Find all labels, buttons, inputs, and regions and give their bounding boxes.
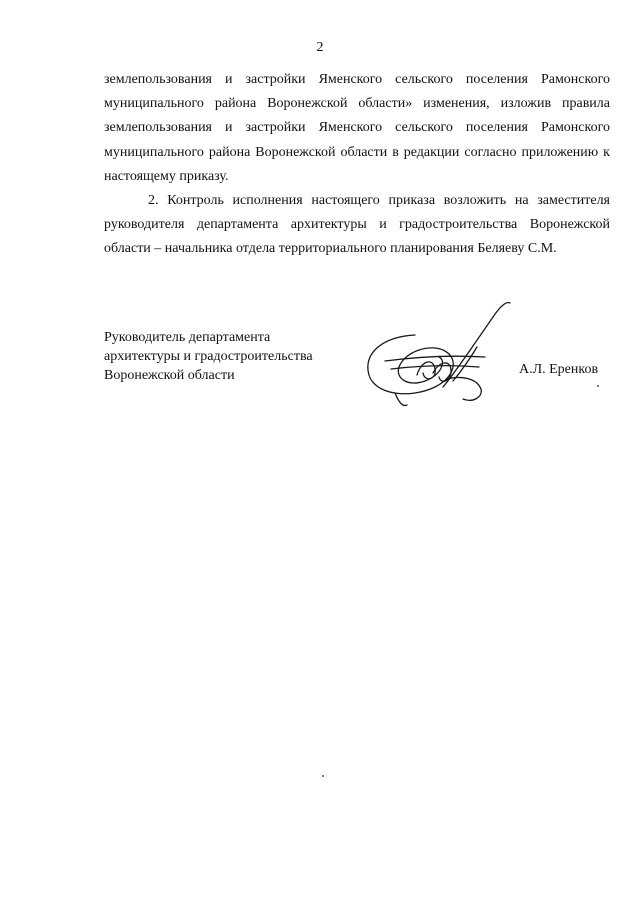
signatory-position <box>104 328 344 385</box>
paragraph-2: 2. Контроль исполнения настоящего приказа возложить на заместителя руководителя департамента архитектуры и градостроительства Воронежской области – начальника отдела территориального планирования Беляеву С.М. <box>104 193 610 257</box>
scan-speck <box>322 775 324 777</box>
paragraph-continuation: землепользования и застройки Яменского сельского поселения Рамонского муниципального района Воронежской области» изменения, изложив правила землепользования и застройки Яменского сельского поселения Рамонского муниципального района Воронежской области в редакции согласно приложению к настоящему приказу. <box>104 72 610 184</box>
document-body <box>104 68 610 262</box>
signer-name: А.Л. Еренков <box>519 362 599 377</box>
page-number: 2 <box>316 40 324 55</box>
handwritten-signature <box>355 295 525 415</box>
position-line-3: Воронежской области <box>104 368 235 383</box>
scan-speck <box>597 385 599 387</box>
position-line-2: архитектуры и градостроительства <box>104 349 313 364</box>
position-line-1: Руководитель департамента <box>104 330 271 345</box>
